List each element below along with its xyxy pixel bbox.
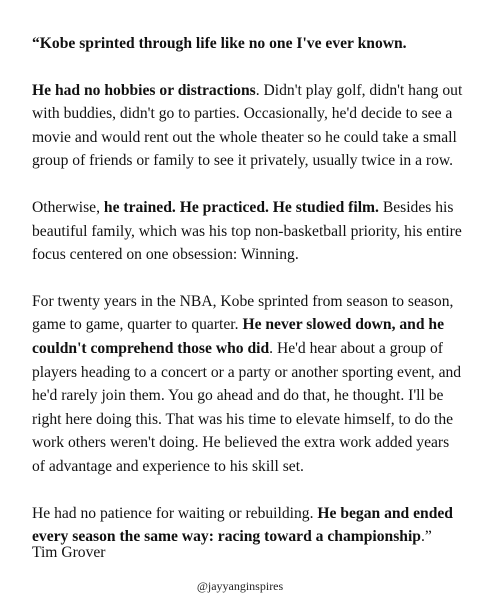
quote-text: Besides his beautiful family, which was his top non-basketball priority, his entire focus centered on one obsession: Winning. (32, 198, 462, 264)
quote-author: Tim Grover (32, 544, 106, 561)
quote-paragraph-5 (32, 502, 464, 549)
quote-bold-text: he trained. He practiced. He studied film. (103, 198, 379, 216)
quote-block (32, 32, 464, 572)
quote-paragraph-3 (32, 196, 464, 267)
quote-bold-text: He began and ended every season the same way: racing toward a championship (32, 504, 453, 546)
quote-text: .” (420, 528, 432, 546)
social-handle: @jayyanginspires (196, 579, 284, 593)
quote-text: . He'd hear about a group of players heading to a concert or a party or another sporting event, and he'd rarely join them. You go ahead and do that, he thought. I'll be right here doing this. That was his time to elevate himself, to do the work others weren't doing. He believed the extra work added years of advantage and experience to his skill set. (32, 339, 462, 475)
quote-bold-text: He never slowed down, and he couldn't comprehend those who did (32, 316, 445, 357)
quote-text: Otherwise, (32, 198, 104, 216)
quote-paragraph-2 (32, 79, 464, 173)
quote-paragraph-4 (32, 290, 464, 479)
quote-bold-text: “Kobe sprinted through life like no one I've ever known. (32, 35, 407, 52)
quote-text: For twenty years in the NBA, Kobe sprinted from season to season, game to game, quarter to quarter. (32, 292, 454, 334)
quote-bold-text: He had no hobbies or distractions (32, 81, 256, 99)
quote-text: . Didn't play golf, didn't hang out with buddies, didn't go to parties. Occasionally, he'd decide to see a movie and would rent out the whole theater so he could take a small group of friends or family to see it privately, usually twice in a row. (32, 81, 463, 170)
quote-text: He had no patience for waiting or rebuilding. (32, 504, 318, 522)
quote-paragraph-1 (32, 32, 464, 56)
